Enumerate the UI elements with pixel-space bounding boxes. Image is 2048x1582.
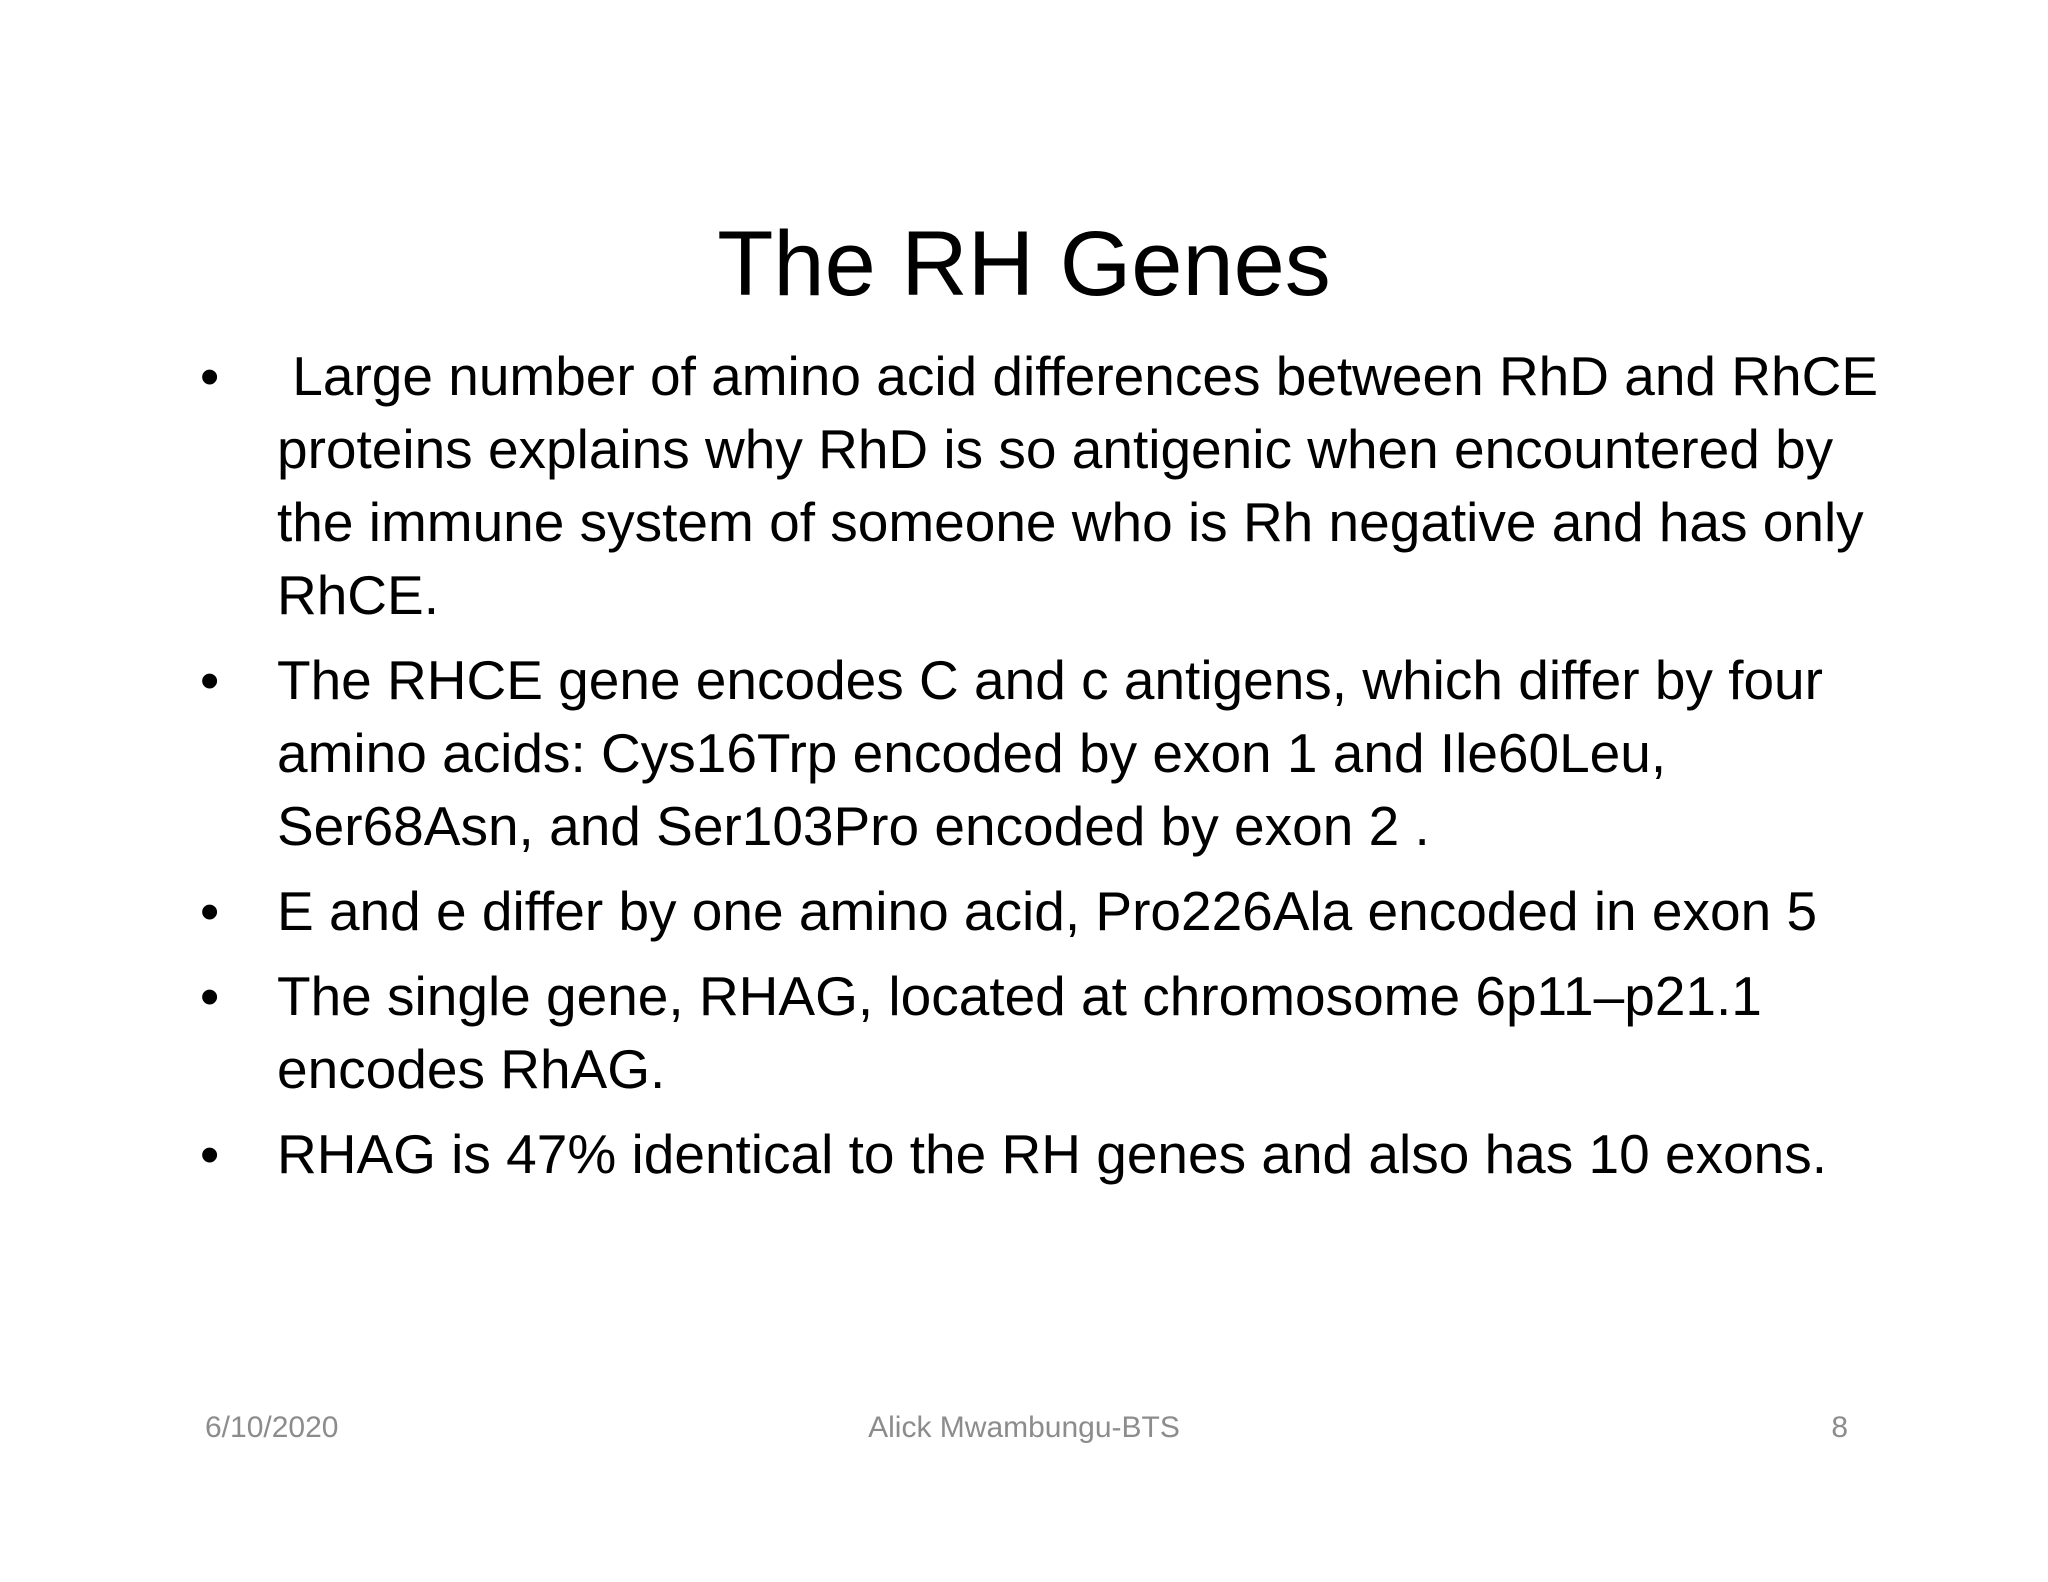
bullet-item [200, 340, 1894, 632]
slide-title: The RH Genes [717, 213, 1331, 315]
bullet-text: The single gene, RHAG, located at chromosome 6p11–p21.1 encodes RhAG. [277, 965, 1762, 1100]
footer-author: Alick Mwambungu-BTS [868, 1411, 1180, 1444]
bullet-text: RHAG is 47% identical to the RH genes and also has 10 exons. [277, 1123, 1828, 1185]
bullet-text: E and e differ by one amino acid, Pro226Ala encoded in exon 5 [277, 880, 1818, 942]
footer-date: 6/10/2020 [205, 1411, 339, 1444]
bullet-item [200, 644, 1880, 863]
bullet-text: The RHCE gene encodes C and c antigens, which differ by four amino acids: Cys16Trp encoded by exon 1 and Ile60Leu, Ser68Asn, and Ser103Pro encoded by exon 2 . [277, 649, 1823, 857]
bullet-item [200, 875, 1880, 948]
bullet-dot-icon: • [200, 880, 220, 942]
bullet-list [200, 340, 1894, 1203]
bullet-dot-icon: • [200, 965, 220, 1027]
bullet-dot-icon: • [200, 649, 220, 711]
bullet-dot-icon: • [200, 1123, 220, 1185]
bullet-item [200, 960, 1880, 1106]
bullet-dot-icon: • [200, 345, 220, 407]
bullet-text: Large number of amino acid differences between RhD and RhCE proteins explains why RhD is so antigenic when encountered by the immune system of someone who is Rh negative and has only RhCE. [277, 345, 1894, 626]
bullet-item [200, 1118, 1880, 1191]
footer-page-number: 8 [1831, 1411, 1848, 1444]
